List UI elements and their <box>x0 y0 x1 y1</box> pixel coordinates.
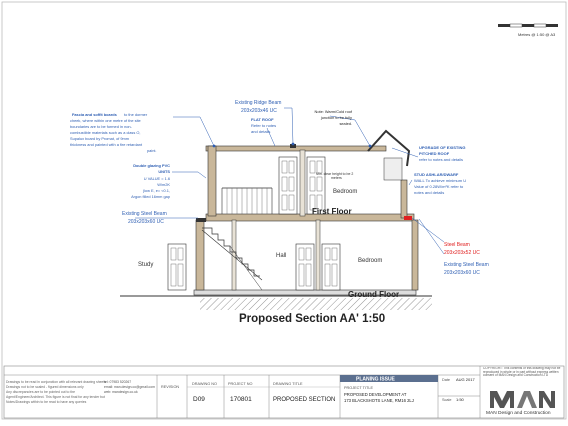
ground-hatch <box>200 298 432 310</box>
annotation-warm-cold <box>315 109 353 126</box>
roof-void <box>384 158 402 180</box>
project-title-label: PROJECT TITLE <box>344 386 373 390</box>
revision-label: REVISION <box>161 385 180 389</box>
right-wall-ground <box>412 220 418 290</box>
leader-dot-warm-cold <box>369 145 372 148</box>
study-door <box>168 244 186 290</box>
first-floor-slab <box>206 214 414 221</box>
note-line-4: Agent/Engineer/Architect. This figure is not final for any tender but <box>6 395 105 399</box>
pitched-roof-title-1: UPGRADE OF EXISTING <box>419 145 466 150</box>
stud-wall-line-3: notes and details <box>414 190 445 195</box>
staircase <box>202 228 260 276</box>
fascia-line-6: thickness and painted with a fire retardant <box>70 142 143 147</box>
project-no: 170801 <box>230 396 252 403</box>
bedroom-door <box>279 157 297 214</box>
steel-new-line-2: 203x203x52 UC <box>444 250 480 256</box>
annotation-pitched-roof <box>419 145 465 162</box>
drawing-no-label: DRAWING NO <box>192 382 217 386</box>
min-height-note-2: meters <box>331 176 342 180</box>
project-title-line-1: PROPOSED DEVELOPMENT AT <box>344 392 407 397</box>
fascia-line-4: combustible materials such as a class O, <box>70 130 141 135</box>
internal-wall-study <box>232 220 236 290</box>
note-line-5: Notes/Drawings within to be read to have any queries <box>6 400 87 404</box>
annotation-stud-wall <box>414 172 466 195</box>
warm-cold-line-2: junction to be fully <box>320 115 352 120</box>
ridge-beam-line-2: 203x203x46 UC <box>241 108 277 114</box>
annotation-fascia <box>70 112 157 153</box>
ridge-beam-line-1: Existing Ridge Beam <box>235 100 282 106</box>
drawing-title-field: PROPOSED SECTION <box>273 397 336 403</box>
contact-web: web: mandesign.co.uk <box>104 390 138 394</box>
flat-roof-line-2: and details <box>251 129 271 134</box>
glazing-line-2: W/m2K <box>157 182 170 187</box>
left-wall-first <box>208 146 216 216</box>
scale-value: 1:50 <box>456 397 464 402</box>
drawing-no: D09 <box>193 396 205 403</box>
drawing-title-label: DRAWING TITLE <box>273 382 303 386</box>
fascia-line-5: Supalux board by Promat, of 9mm <box>70 136 130 141</box>
scale-bar <box>498 24 558 37</box>
copyright-box <box>483 367 563 387</box>
annotation-steel-right <box>444 262 489 276</box>
company-logo <box>488 389 556 408</box>
annotation-ridge-beam <box>235 100 281 114</box>
glazing-title-2: UNITS <box>158 169 170 174</box>
annotation-flat-roof <box>251 117 276 134</box>
annotation-glazing <box>131 163 170 199</box>
date-value: AUG 2017 <box>456 377 475 382</box>
flat-roof-title: FLAT ROOF <box>251 117 274 122</box>
note-line-1: Drawings to be read in conjunction with all relevant drawing sheets <box>6 380 107 384</box>
warm-cold-line-1: Note: Warm/Cold roof <box>314 109 352 114</box>
date-label: Date <box>442 378 451 382</box>
planning-issue-label: PLANING ISSUE <box>356 376 395 383</box>
annotation-steel-new <box>444 242 480 256</box>
fascia-line-1: to the dormer <box>124 112 148 117</box>
scale-label: Scale <box>442 398 452 402</box>
internal-wall-first <box>300 150 305 216</box>
company-name: MAN Design and Construction <box>486 411 551 416</box>
pitched-roof-title-2: PITCHED ROOF <box>419 151 450 156</box>
note-line-2: Drawings not to be scaled - figured dimensions only <box>6 385 84 389</box>
hall-door <box>296 244 314 290</box>
balustrade <box>222 188 272 214</box>
stud-wall-line-1: WALL To achieve minimum U <box>414 178 467 183</box>
steel-new-line-1: Steel Beam <box>444 242 470 248</box>
contact-email: email: man.design.co@gmail.com <box>104 385 155 389</box>
flat-roof-line-1: Refer to notes <box>251 123 277 128</box>
leader-dot-ridge <box>292 143 295 146</box>
right-wall-first <box>401 180 407 218</box>
glazing-title-1: Double glazing PVC <box>133 163 170 168</box>
note-line-3: Any discrepancies are to be pointed out to the <box>6 390 75 394</box>
room-label-bedroom-upper: Bedroom <box>333 189 358 195</box>
stud-wall-line-2: Value of 0.28W/m²K refer to <box>414 184 464 189</box>
floor-label-first: First Floor <box>312 207 352 216</box>
room-label-hall: Hall <box>276 253 287 259</box>
scale-bar-label: Metres @ 1:50 @ A3 <box>518 32 556 37</box>
stud-wall-title: STUD ASHLAR/DWARF <box>414 172 459 177</box>
project-no-label: PROJECT NO <box>228 382 253 386</box>
fascia-line-7: paint. <box>147 148 157 153</box>
fascia-line-3: boundaries are to be formed in non- <box>70 124 132 129</box>
steel-right-line-1: Existing Steel Beam <box>444 262 489 268</box>
bedroom-upper-door-2 <box>307 157 325 214</box>
room-label-study: Study <box>138 262 154 268</box>
internal-wall-hall <box>316 220 320 290</box>
title-block <box>4 366 564 418</box>
steel-left-line-1: Existing Steel Beam <box>122 211 167 217</box>
project-title-line-2: 173 BLACKSHOTS LANE, RM16 2LJ <box>344 398 414 403</box>
contact-tel: tel: 07983 520267 <box>104 380 132 384</box>
steel-beam-new <box>404 216 412 220</box>
min-height-note-1: Min. clear height to be 2 <box>316 172 354 176</box>
glazing-line-4: Argon filled 16mm gap <box>131 194 170 199</box>
bedroom-lower-door <box>322 244 340 290</box>
fascia-line-2: cheek, where within one metre of the site <box>70 118 141 123</box>
copyright-text: COPYRIGHT: This contents of this drawing may not be reproduced in whole or in part without express written consent of MAN Design and Construction LTD <box>483 367 561 378</box>
drawing-title: Proposed Section AA' 1:50 <box>239 313 386 325</box>
floor-label-ground: Ground Floor <box>348 290 400 299</box>
room-label-bedroom-lower: Bedroom <box>358 258 383 264</box>
glazing-line-3: (low E, e= <0.1, <box>142 188 170 193</box>
fascia-title: Fascia and soffit boards <box>72 112 117 117</box>
warm-cold-line-3: sealed. <box>339 121 352 126</box>
steel-beam-left <box>196 218 206 222</box>
glazing-line-1: U VALUE = 1.6 <box>143 176 170 181</box>
steel-left-line-2: 203x203x60 UC <box>128 219 164 225</box>
steel-right-line-2: 203x203x60 UC <box>444 270 480 276</box>
leader-dot-fascia <box>213 145 216 148</box>
pitched-roof-line-1: refer to notes and details <box>419 157 464 162</box>
